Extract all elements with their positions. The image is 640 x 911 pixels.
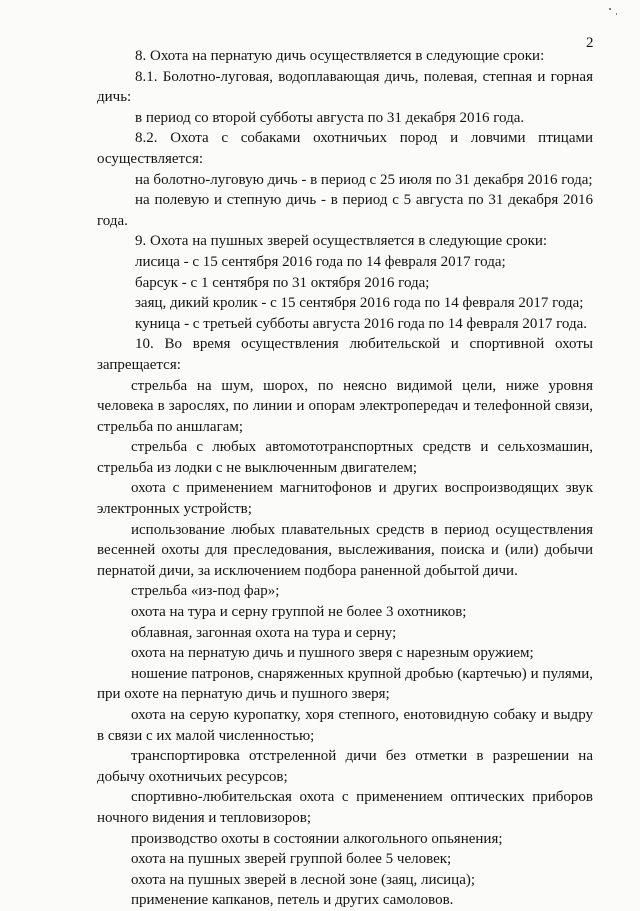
paragraph: 8.2. Охота с собаками охотничьих пород и ловчими птицами осуществляется: [97,130,593,167]
paragraph: охота с применением магнитофонов и других воспроизводящих звук электронных устройств; [97,480,593,518]
paragraph: использование любых плавательных средств в период осуществления весенней охоты для преследования, выслеживания, поиска и (или) добычи пернатой дичи, за исключением подбора раненной добытой дичи. [97,521,593,579]
paragraph: транспортировка отстреленной дичи без отметки в разрешении на добычу охотничьих ресурсов; [97,748,593,785]
paragraph: стрельба «из-под фар»; [131,583,280,600]
paragraph: производство охоты в состоянии алкогольного опьянения; [131,830,503,847]
paragraph: на болотно-луговую дичь - в период с 25 июля по 31 декабря 2016 года; [135,171,593,188]
paragraph: ношение патронов, снаряженных крупной дробью (картечью) и пулями, при охоте на пернатую дичь и пушного зверя; [97,665,593,703]
scan-speck [609,8,611,10]
paragraph: охота на пушных зверей в лесной зоне (заяц, лисица); [131,871,476,888]
paragraph: охота на пушных зверей группой более 5 человек; [131,851,452,868]
paragraph: охота на пернатую дичь и пушного зверя с нарезным оружием; [131,645,534,662]
paragraph: охота на тура и серну группой не более 3 охотников; [131,604,467,621]
paragraph: куница - с третьей субботы августа 2016 года по 14 февраля 2017 года. [135,315,588,332]
paragraph: на полевую и степную дичь - в период с 5 августа по 31 декабря 2016 года. [97,192,593,229]
paragraph: заяц, дикий кролик - с 15 сентября 2016 года по 14 февраля 2017 года; [135,295,584,312]
paragraph: лисица - с 15 сентября 2016 года по 14 февраля 2017 года; [135,253,506,270]
paragraph: стрельба с любых автомототранспортных средств и сельхозмашин, стрельба из лодки с не выключенным двигателем; [97,439,593,476]
paragraph: 9. Охота на пушных зверей осуществляется в следующие сроки: [135,233,548,250]
page-number: 2 [586,35,594,51]
paragraph: в период со второй субботы августа по 31 декабря 2016 года. [135,109,525,126]
document-body [97,46,593,911]
paragraph: 10. Во время осуществления любительской и спортивной охоты запрещается: [97,336,593,373]
paragraph: охота на серую куропатку, хоря степного, енотовидную собаку и выдру в связи с их малой численностью; [97,707,593,744]
paragraph: барсук - с 1 сентября по 31 октября 2016 года; [135,274,430,291]
paragraph: применение капканов, петель и других самоловов. [131,892,454,909]
paragraph: спортивно-любительская охота с применением оптических приборов ночного видения и тепловизоров; [97,789,593,826]
paragraph: 8. Охота на пернатую дичь осуществляется в следующие сроки: [135,48,545,64]
scan-speck [616,13,617,15]
paragraph: 8.1. Болотно-луговая, водоплавающая дичь, полевая, степная и горная дичь: [97,68,593,106]
paragraph: облавная, загонная охота на тура и серну; [131,624,397,641]
paragraph: стрельба на шум, шорох, по неясно видимой цели, ниже уровня человека в зарослях, по линии и опорам электропередач и телефонной связи, стрельба по аншлагам; [97,377,593,435]
